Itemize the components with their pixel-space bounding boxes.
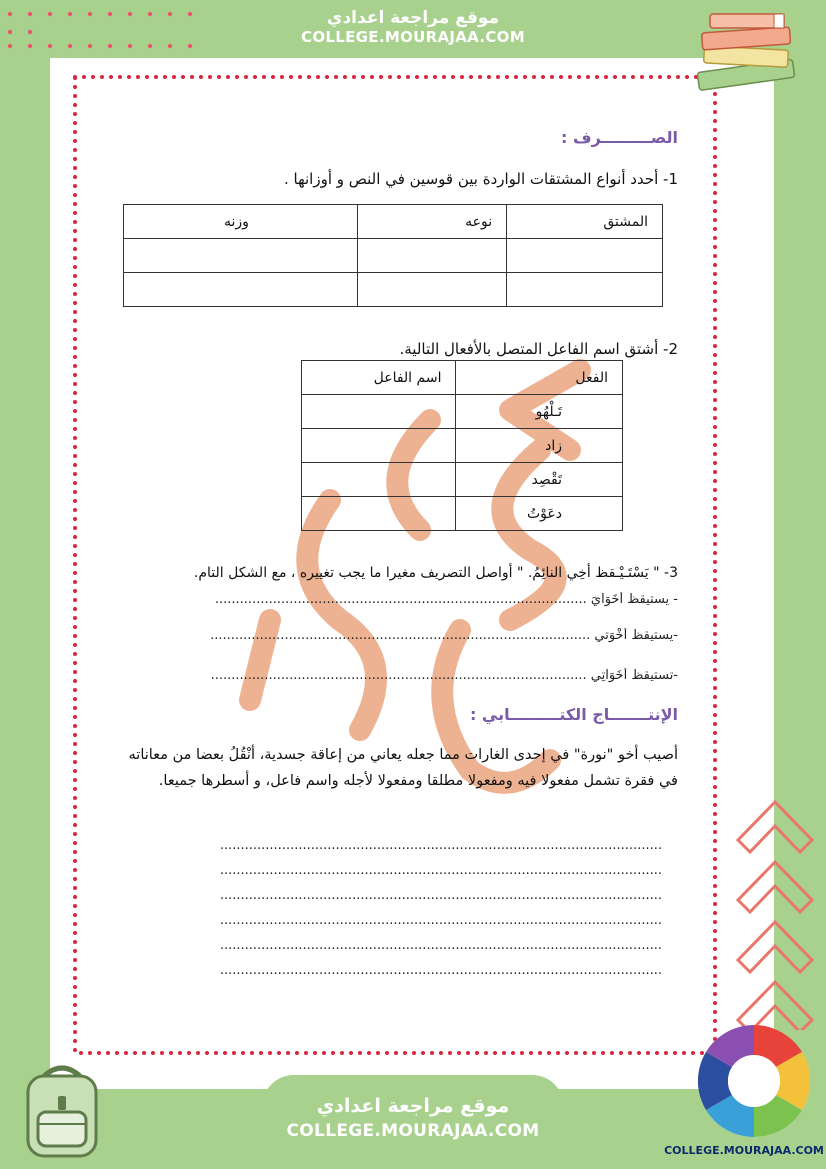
- writing-line[interactable]: ...........................................................................................................: [219, 938, 662, 953]
- writing-heading: الإنتـــــــاج الكتـــــــــابي :: [469, 705, 678, 724]
- writing-prompt: أصيب أخو "نورة" في إحدى الغارات مما جعله يعاني من إعاقة جسدية، أنْقُلُ بعضا من معاناته في فقرة تشمل مفعولا فيه ومفعولا مطلقا ومفعولا لأجله واسم فاعل، و أسطرها جميعا.: [128, 747, 678, 789]
- frame-left: [0, 0, 50, 1169]
- footer-banner-arabic: موقع مراجعة اعدادي: [316, 1095, 510, 1117]
- decorative-dots: [0, 8, 260, 50]
- table1-cell[interactable]: [507, 273, 663, 307]
- table2-answer[interactable]: [302, 395, 456, 429]
- table2-answer[interactable]: [302, 497, 456, 531]
- table1-header-pattern: وزنه: [124, 205, 358, 239]
- table1-cell[interactable]: [507, 239, 663, 273]
- table2-verb: دعَوْتُ: [456, 497, 623, 531]
- header-banner: [262, 0, 564, 58]
- table1-cell[interactable]: [124, 273, 358, 307]
- table1-cell[interactable]: [358, 273, 507, 307]
- table2-header-participle: اسم الفاعل: [302, 361, 456, 395]
- footer-banner: [262, 1075, 564, 1169]
- emblem-label[interactable]: COLLEGE.MOURAJAA.COM: [664, 1144, 824, 1157]
- writing-line[interactable]: ...........................................................................................................: [219, 963, 662, 978]
- derivatives-table: [123, 204, 663, 307]
- table1-header-type: نوعه: [358, 205, 507, 239]
- table2-verb: تَـلْهُو: [456, 395, 623, 429]
- writing-line[interactable]: ...........................................................................................................: [219, 888, 662, 903]
- question-2: 2- أشتق اسم الفاعل المتصل بالأفعال التالية.: [399, 340, 678, 358]
- table2-header-verb: الفعل: [456, 361, 623, 395]
- active-participle-table: [301, 360, 623, 531]
- table2-verb: تَقْصِد: [456, 463, 623, 497]
- table2-answer[interactable]: [302, 429, 456, 463]
- question-3: 3- " يَسْتَـيْـقظ أخِي النائِمُ. " أواصل التصريف مغيرا ما يجب تغييره ، مع الشكل التام.: [193, 565, 678, 581]
- writing-line[interactable]: ...........................................................................................................: [219, 863, 662, 878]
- answer-line[interactable]: - يستيقظ أخَوَايَ ..........................................................................................: [214, 592, 678, 607]
- writing-line[interactable]: ...........................................................................................................: [219, 838, 662, 853]
- answer-line[interactable]: -تستيقظ أخَوَاتِي ...........................................................................................: [210, 668, 678, 683]
- morphology-heading: الصـــــــــرف :: [561, 128, 678, 147]
- header-banner-arabic: موقع مراجعة اعدادي: [326, 8, 500, 28]
- table2-verb: زاد: [456, 429, 623, 463]
- table1-cell[interactable]: [124, 239, 358, 273]
- table1-header-derived: المشتق: [507, 205, 663, 239]
- writing-line[interactable]: ...........................................................................................................: [219, 913, 662, 928]
- backpack-icon: [14, 1058, 110, 1162]
- chevron-up-icon: [730, 790, 820, 1030]
- question-1: 1- أحدد أنواع المشتقات الواردة بين قوسين في النص و أوزانها .: [283, 170, 678, 188]
- school-emblem-icon: [692, 1022, 816, 1140]
- footer-banner-url[interactable]: COLLEGE.MOURAJAA.COM: [286, 1121, 540, 1141]
- table2-answer[interactable]: [302, 463, 456, 497]
- answer-line[interactable]: -يستيقظ أَخْوَتي ............................................................................................: [210, 628, 678, 643]
- header-banner-url[interactable]: COLLEGE.MOURAJAA.COM: [301, 28, 525, 46]
- books-stack-icon: [690, 8, 800, 94]
- table1-cell[interactable]: [358, 239, 507, 273]
